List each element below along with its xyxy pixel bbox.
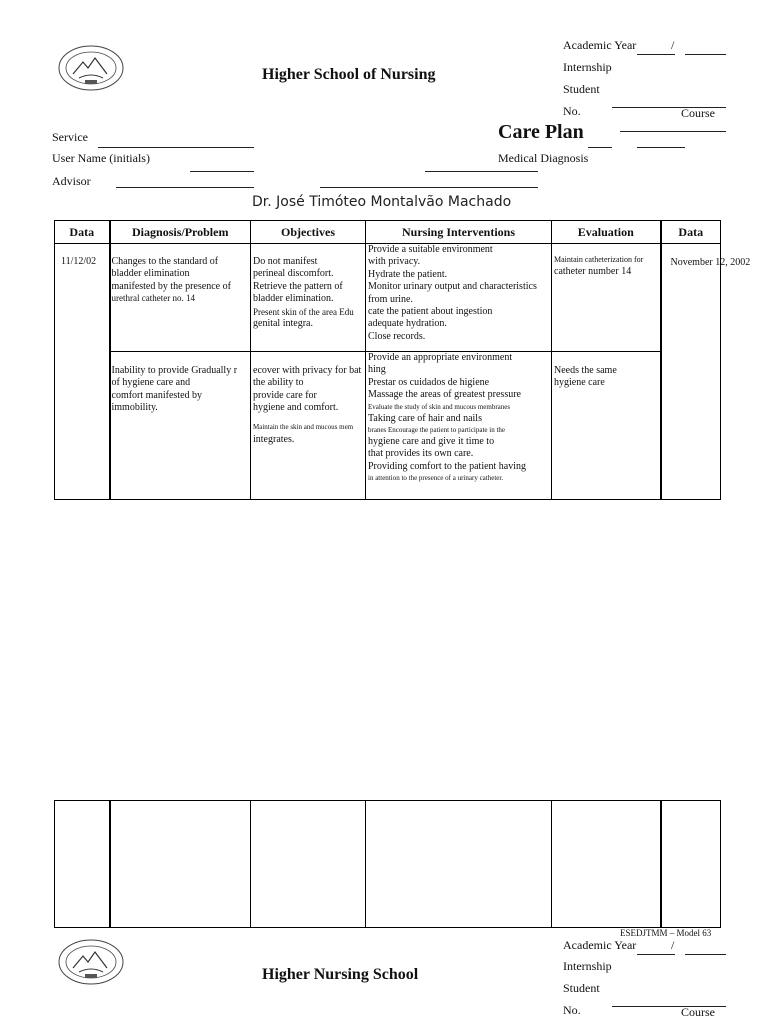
internship-label: Internship [563,60,612,74]
student-label: Student [563,82,600,96]
advisor-label: Advisor [52,174,91,188]
school-seal-logo [57,44,125,92]
footer-internship-label: Internship [563,959,612,973]
footer-student-label: Student [563,981,600,995]
row-evaluation: Maintain catheterization for catheter number 14 [554,255,644,278]
care-plan-table [54,220,751,501]
row-eval-date: November 12, 2002 [670,257,751,268]
footer-number-label: No. [563,1003,581,1017]
table-header-row [55,221,721,244]
header-evaluation: Evaluation [552,221,661,244]
header-data: Data [55,221,110,244]
advisor-name: Dr. José Timóteo Montalvão Machado [252,194,512,210]
course-label: Course [681,106,715,120]
row-objectives: ecover with privacy for bat the ability to provide care for hygiene and comfort. Maintain the skin and mucous mem integrates. [253,365,362,445]
year-separator: / [671,38,675,52]
service-label: Service [52,130,88,144]
row-evaluation: Needs the same hygiene care [554,365,617,389]
advisor-field[interactable] [116,187,254,188]
row-date: 11/12/02 [61,256,97,267]
school-seal-logo [57,938,125,986]
continuation-table [54,800,721,928]
service-field[interactable] [98,147,254,148]
header-diagnosis: Diagnosis/Problem [110,221,251,244]
user-name-label: User Name (initials) [52,151,150,165]
academic-year-label: Academic Year [563,38,637,52]
footer-year-separator: / [671,938,675,952]
model-code: ESEDJTMM – Model 63 [620,928,712,938]
footer-course-label: Course [681,1005,715,1019]
number-label: No. [563,104,581,118]
user-name-field[interactable] [190,171,254,172]
care-plan-title: Care Plan [498,121,584,143]
table-row [55,244,721,352]
row-interventions: Provide an appropriate environment hing Prestar os cuidados de higiene Massage the areas of greatest pressure Evaluate the study of skin and mucous membranes Taking care of hair and nails branes Encourage the patient to participate in the hygiene care and give it time to that provides its own care. Providing comfort to the patient having in attention to the presence of a urinary catheter. [368,352,527,483]
medical-diagnosis-label: Medical Diagnosis [498,151,589,165]
school-name: Higher School of Nursing [262,66,436,83]
row-diagnosis: Changes to the standard of bladder elimination manifested by the presence of urethral catheter no. 14 [111,256,231,304]
footer-school-name: Higher Nursing School [262,966,419,983]
header-interventions: Nursing Interventions [366,221,552,244]
row-diagnosis: Inability to provide Gradually r of hygiene care and comfort manifested by immobility. [111,365,238,414]
footer-academic-year-label: Academic Year [563,938,637,952]
row-interventions: Provide a suitable environment with privacy. Hydrate the patient. Monitor urinary output and characteristics from urine. cate the patient about ingestion adequate hydration. Close records. [368,244,537,342]
header-objectives: Objectives [251,221,366,244]
row-objectives: Do not manifest perineal discomfort. Retrieve the pattern of bladder elimination. Present skin of the area Edu genital integra. [253,256,354,330]
table-row [55,352,721,500]
header-eval-date: Data [661,221,721,244]
